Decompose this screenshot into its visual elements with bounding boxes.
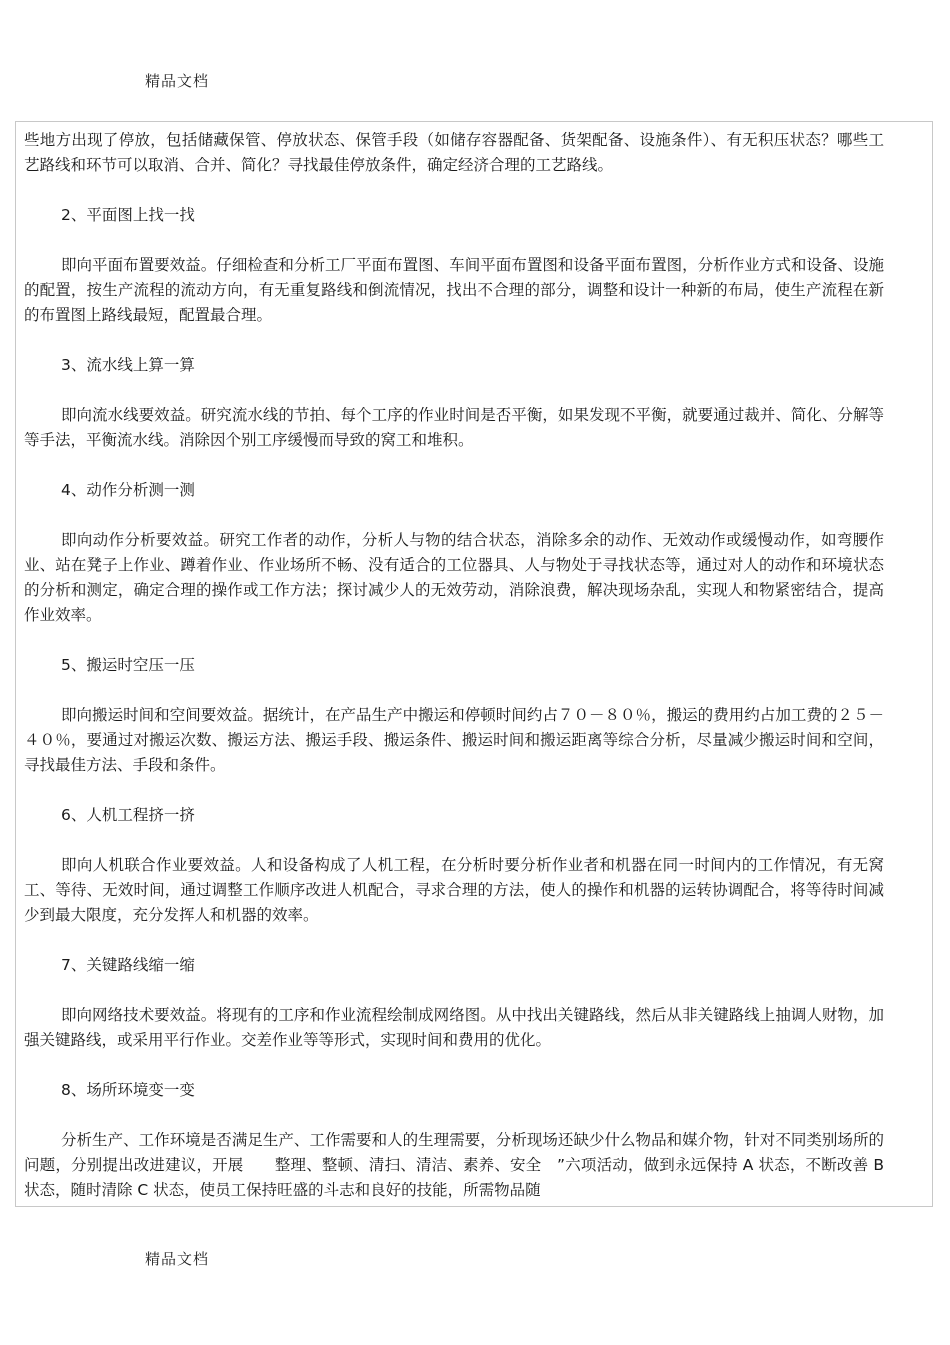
section-heading: 6、人机工程挤一挤 <box>61 806 195 824</box>
section-heading: 5、搬运时空压一压 <box>61 656 195 674</box>
section-paragraph: 即向搬运时间和空间要效益。据统计，在产品生产中搬运和停顿时间约占７０－８０％，搬运的费用约占加工费的２５－４０％，要通过对搬运次数、搬运方法、搬运手段、搬运条件、搬运时间和搬运距离等综合分析，尽量减少搬运时间和空间，寻找最佳方法、手段和条件。 <box>24 706 884 774</box>
section-paragraph: 即向平面布置要效益。仔细检查和分析工厂平面布置图、车间平面布置图和设备平面布置图，分析作业方式和设备、设施的配置，按生产流程的流动方向，有无重复路线和倒流情况，找出不合理的部分，调整和设计一种新的布局，使生产流程在新的布置图上路线最短，配置最合理。 <box>24 256 884 324</box>
section-heading: 7、关键路线缩一缩 <box>61 956 195 974</box>
section-heading: 2、平面图上找一找 <box>61 206 195 224</box>
section-paragraph: 即向人机联合作业要效益。人和设备构成了人机工程，在分析时要分析作业者和机器在同一时间内的工作情况，有无窝工、等待、无效时间，通过调整工作顺序改进人机配合，寻求合理的方法，使人的操作和机器的运转协调配合，将等待时间减少到最大限度，充分发挥人和机器的效率。 <box>24 856 884 924</box>
document-body <box>24 128 884 1203</box>
section-paragraph: 即向动作分析要效益。研究工作者的动作，分析人与物的结合状态，消除多余的动作、无效动作或缓慢动作，如弯腰作业、站在凳子上作业、蹲着作业、作业场所不畅、没有适合的工位器具、人与物处于寻找状态等，通过对人的动作和环境状态的分析和测定，确定合理的操作或工作方法；探讨减少人的无效劳动，消除浪费，解决现场杂乱，实现人和物紧密结合，提高作业效率。 <box>24 531 884 624</box>
section-paragraph: 分析生产、工作环境是否满足生产、工作需要和人的生理需要，分析现场还缺少什么物品和媒介物，针对不同类别场所的问题，分别提出改进建议，开展 整理、整顿、清扫、清洁、素养、安全 ”六项活动，做到永远保持 A 状态，不断改善 B 状态，随时清除 C 状态，使员工保持旺盛的斗志和良好的技能，所需物品随 <box>24 1131 884 1199</box>
section-paragraph: 即向流水线要效益。研究流水线的节拍、每个工序的作业时间是否平衡，如果发现不平衡，就要通过裁并、简化、分解等等手法，平衡流水线。消除因个别工序缓慢而导致的窝工和堆积。 <box>24 406 884 449</box>
page-footer-label: 精品文档 <box>145 1250 210 1268</box>
document-content-box <box>15 121 933 1207</box>
section-heading: 3、流水线上算一算 <box>61 356 195 374</box>
section-heading: 4、动作分析测一测 <box>61 481 195 499</box>
section-heading: 8、场所环境变一变 <box>61 1081 195 1099</box>
page-header-label: 精品文档 <box>145 72 210 90</box>
section-paragraph: 即向网络技术要效益。将现有的工序和作业流程绘制成网络图。从中找出关键路线，然后从非关键路线上抽调人财物，加强关键路线，或采用平行作业。交差作业等等形式，实现时间和费用的优化。 <box>24 1006 884 1049</box>
intro-paragraph: 些地方出现了停放，包括储藏保管、停放状态、保管手段（如储存容器配备、货架配备、设施条件）、有无积压状态？哪些工艺路线和环节可以取消、合并、简化？寻找最佳停放条件，确定经济合理的工艺路线。 <box>24 131 884 174</box>
